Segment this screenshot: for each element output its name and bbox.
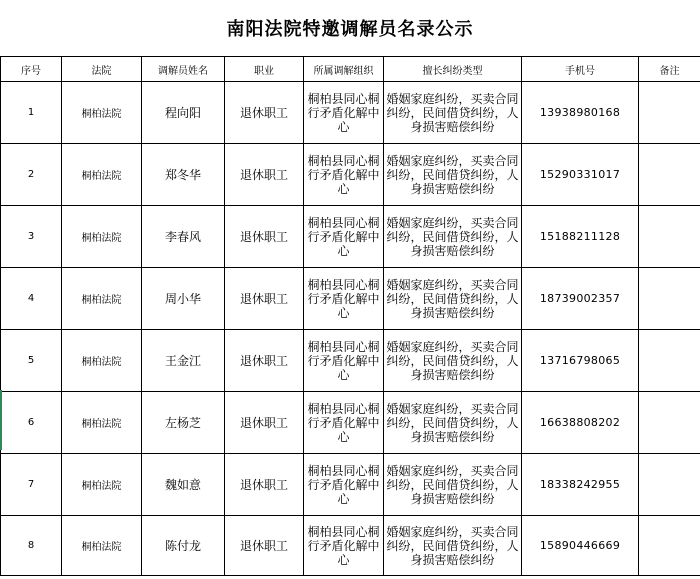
- header-note: 备注: [639, 57, 700, 82]
- header-type: 擅长纠纷类型: [384, 57, 522, 82]
- cell-name: 周小华: [142, 268, 225, 330]
- cell-org: [304, 392, 384, 454]
- cell-org: [304, 454, 384, 516]
- cell-court: 桐柏法院: [62, 144, 142, 206]
- cell-no: 3: [1, 206, 62, 268]
- cell-name: 王金江: [142, 330, 225, 392]
- cell-name: 左杨芝: [142, 392, 225, 454]
- cell-phone: 15890446669: [522, 516, 639, 576]
- cell-court: 桐柏法院: [62, 392, 142, 454]
- cell-job: 退休职工: [225, 392, 304, 454]
- row-selection-marker: [0, 390, 2, 450]
- cell-court: 桐柏法院: [62, 268, 142, 330]
- cell-type: [384, 82, 522, 144]
- type-text: 婚姻家庭纠纷，买卖合同纠纷，民间借贷纠纷，人身损害赔偿纠纷: [386, 277, 519, 320]
- header-phone: 手机号: [522, 57, 639, 82]
- header-org: 所属调解组织: [304, 57, 384, 82]
- cell-no: 8: [1, 516, 62, 576]
- cell-phone: 13716798065: [522, 330, 639, 392]
- cell-phone: 15188211128: [522, 206, 639, 268]
- type-text: 婚姻家庭纠纷，买卖合同纠纷，民间借贷纠纷，人身损害赔偿纠纷: [386, 524, 519, 567]
- header-job: 职业: [225, 57, 304, 82]
- header-no: 序号: [1, 57, 62, 82]
- cell-name: 郑冬华: [142, 144, 225, 206]
- cell-job: 退休职工: [225, 82, 304, 144]
- cell-name: 魏如意: [142, 454, 225, 516]
- type-text: 婚姻家庭纠纷，买卖合同纠纷，民间借贷纠纷，人身损害赔偿纠纷: [386, 401, 519, 444]
- cell-org: [304, 516, 384, 576]
- cell-court: 桐柏法院: [62, 516, 142, 576]
- cell-court: 桐柏法院: [62, 454, 142, 516]
- cell-job: 退休职工: [225, 268, 304, 330]
- type-text: 婚姻家庭纠纷，买卖合同纠纷，民间借贷纠纷，人身损害赔偿纠纷: [386, 339, 519, 382]
- table-row: [1, 454, 700, 516]
- cell-phone: 18338242955: [522, 454, 639, 516]
- table-row: [1, 144, 700, 206]
- cell-phone: 15290331017: [522, 144, 639, 206]
- cell-job: 退休职工: [225, 516, 304, 576]
- org-text: 桐柏县同心桐行矛盾化解中心: [307, 463, 380, 506]
- table-row: [1, 392, 700, 454]
- cell-job: 退休职工: [225, 454, 304, 516]
- cell-name: 李春风: [142, 206, 225, 268]
- cell-court: 桐柏法院: [62, 330, 142, 392]
- page-title: 南阳法院特邀调解员名录公示: [226, 19, 474, 40]
- cell-type: [384, 268, 522, 330]
- cell-type: [384, 454, 522, 516]
- cell-no: 5: [1, 330, 62, 392]
- cell-job: 退休职工: [225, 206, 304, 268]
- org-text: 桐柏县同心桐行矛盾化解中心: [307, 277, 380, 320]
- header-row: [1, 57, 700, 82]
- cell-note: [639, 268, 700, 330]
- table-row: [1, 206, 700, 268]
- cell-org: [304, 330, 384, 392]
- cell-note: [639, 330, 700, 392]
- cell-note: [639, 392, 700, 454]
- cell-job: 退休职工: [225, 330, 304, 392]
- cell-no: 4: [1, 268, 62, 330]
- cell-phone: 13938980168: [522, 82, 639, 144]
- cell-note: [639, 144, 700, 206]
- cell-note: [639, 206, 700, 268]
- cell-type: [384, 516, 522, 576]
- org-text: 桐柏县同心桐行矛盾化解中心: [307, 401, 380, 444]
- mediator-table: [0, 56, 700, 576]
- type-text: 婚姻家庭纠纷，买卖合同纠纷，民间借贷纠纷，人身损害赔偿纠纷: [386, 215, 519, 258]
- type-text: 婚姻家庭纠纷，买卖合同纠纷，民间借贷纠纷，人身损害赔偿纠纷: [386, 153, 519, 196]
- cell-name: 陈付龙: [142, 516, 225, 576]
- title-row: [0, 0, 700, 57]
- cell-org: [304, 206, 384, 268]
- cell-type: [384, 392, 522, 454]
- org-text: 桐柏县同心桐行矛盾化解中心: [307, 215, 380, 258]
- cell-org: [304, 82, 384, 144]
- cell-name: 程向阳: [142, 82, 225, 144]
- org-text: 桐柏县同心桐行矛盾化解中心: [307, 524, 380, 567]
- cell-no: 6: [1, 392, 62, 454]
- cell-type: [384, 144, 522, 206]
- cell-note: [639, 516, 700, 576]
- type-text: 婚姻家庭纠纷，买卖合同纠纷，民间借贷纠纷，人身损害赔偿纠纷: [386, 463, 519, 506]
- cell-type: [384, 206, 522, 268]
- table-row: [1, 82, 700, 144]
- org-text: 桐柏县同心桐行矛盾化解中心: [307, 339, 380, 382]
- type-text: 婚姻家庭纠纷，买卖合同纠纷，民间借贷纠纷，人身损害赔偿纠纷: [386, 91, 519, 134]
- cell-no: 7: [1, 454, 62, 516]
- header-name: 调解员姓名: [142, 57, 225, 82]
- table-row: [1, 330, 700, 392]
- cell-phone: 16638808202: [522, 392, 639, 454]
- cell-note: [639, 82, 700, 144]
- cell-court: 桐柏法院: [62, 82, 142, 144]
- cell-phone: 18739002357: [522, 268, 639, 330]
- cell-job: 退休职工: [225, 144, 304, 206]
- cell-org: [304, 268, 384, 330]
- org-text: 桐柏县同心桐行矛盾化解中心: [307, 91, 380, 134]
- table-row: [1, 516, 700, 576]
- cell-org: [304, 144, 384, 206]
- cell-type: [384, 330, 522, 392]
- cell-no: 1: [1, 82, 62, 144]
- header-court: 法院: [62, 57, 142, 82]
- cell-no: 2: [1, 144, 62, 206]
- cell-court: 桐柏法院: [62, 206, 142, 268]
- table-row: [1, 268, 700, 330]
- cell-note: [639, 454, 700, 516]
- org-text: 桐柏县同心桐行矛盾化解中心: [307, 153, 380, 196]
